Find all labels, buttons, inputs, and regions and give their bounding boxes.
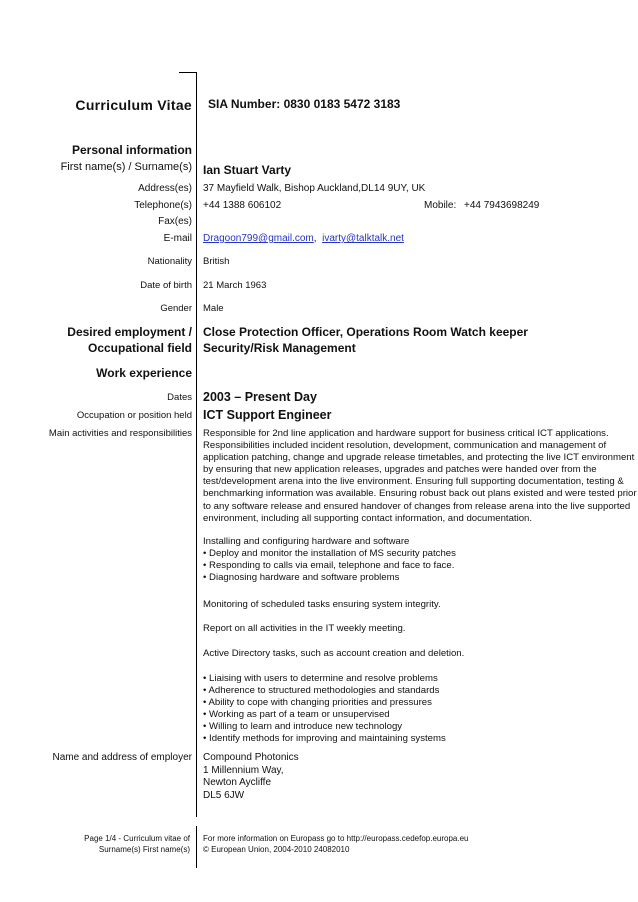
footer-divider xyxy=(196,826,197,868)
list-item: • Willing to learn and introduce new technology xyxy=(203,721,403,733)
list-item: • Deploy and monitor the installation of MS security patches xyxy=(203,548,456,560)
sia-number: SIA Number: 0830 0183 5472 3183 xyxy=(208,97,401,111)
list-item: • Working as part of a team or unsupervised xyxy=(203,709,390,721)
active-directory-line: Active Directory tasks, such as account creation and deletion. xyxy=(203,648,465,659)
email-separator: , xyxy=(313,233,317,244)
dates-label: Dates xyxy=(167,392,192,403)
full-name: Ian Stuart Varty xyxy=(203,163,292,177)
text-line: to any software release and ensured handover of changes from release arena into the live supported xyxy=(203,500,631,512)
desired-employment-value: Close Protection Officer, Operations Room Watch keeper xyxy=(203,325,528,339)
email-link-primary[interactable]: Dragoon799@gmail.com xyxy=(203,233,314,244)
list-item: • Adherence to structured methodologies and standards xyxy=(203,685,440,697)
monitoring-line: Monitoring of scheduled tasks ensuring system integrity. xyxy=(203,599,441,610)
occupational-field-value: Security/Risk Management xyxy=(203,341,356,355)
mobile-label: Mobile: xyxy=(424,200,457,211)
dates-value: 2003 – Present Day xyxy=(203,390,317,404)
list-item: • Ability to cope with changing priorities and pressures xyxy=(203,697,432,709)
nationality-label: Nationality xyxy=(147,256,192,267)
email-values xyxy=(203,233,404,244)
text-line: test/development arena into the live environment. Ensuring full supporting documentation, testing & xyxy=(203,476,624,488)
name-label: First name(s) / Surname(s) xyxy=(60,161,192,173)
employer-name: Compound Photonics xyxy=(203,752,299,763)
footer-copyright: © European Union, 2004-2010 24082010 xyxy=(203,845,350,854)
list-item: • Responding to calls via email, telephone and face to face. xyxy=(203,560,455,572)
list-item: • Liaising with users to determine and resolve problems xyxy=(203,673,438,684)
occupational-field-label: Occupational field xyxy=(87,341,192,355)
text-line: application patching, change and upgrade release timetables, and protecting the live ICT environment xyxy=(203,452,635,464)
header-rule xyxy=(179,72,197,73)
gender-label: Gender xyxy=(160,303,192,314)
hardware-software-list xyxy=(203,536,581,584)
fax-label: Fax(es) xyxy=(158,216,192,227)
gender-value: Male xyxy=(203,303,224,314)
footer-surname-info: Surname(s) First name(s) xyxy=(98,845,190,854)
responsibilities-paragraph xyxy=(203,428,637,525)
skills-list xyxy=(203,673,581,746)
column-divider xyxy=(196,72,197,817)
text-line: Newton Aycliffe xyxy=(203,777,272,788)
personal-info-heading: Personal information xyxy=(71,143,192,157)
list-item: • Diagnosing hardware and software problems xyxy=(203,572,400,584)
text-line: Installing and configuring hardware and software xyxy=(203,536,410,547)
text-line: DL5 6JW xyxy=(203,789,245,801)
footer-page-info: Page 1/4 - Curriculum vitae of xyxy=(84,834,190,843)
telephone-value: +44 1388 606102 xyxy=(203,200,282,211)
report-line: Report on all activities in the IT weekly meeting. xyxy=(203,623,406,634)
email-label: E-mail xyxy=(163,233,192,244)
activities-label: Main activities and responsibilities xyxy=(48,428,192,439)
text-line: Responsibilities included incident resolution, development, communication and management of xyxy=(203,440,607,452)
work-experience-heading: Work experience xyxy=(96,366,192,380)
text-line: Responsible for 2nd line application and hardware support for business critical ICT applications. xyxy=(203,428,609,439)
occupation-value: ICT Support Engineer xyxy=(203,408,332,422)
list-item: • Identify methods for improving and maintaining systems xyxy=(203,733,446,745)
dob-value: 21 March 1963 xyxy=(203,280,267,291)
address-value: 37 Mayfield Walk, Bishop Auckland,DL14 9UY, UK xyxy=(203,183,426,194)
text-line: 1 Millennium Way, xyxy=(203,764,284,776)
text-line: environment, including all supporting contact information, and documentation. xyxy=(203,512,533,524)
mobile-value: +44 7943698249 xyxy=(464,200,540,211)
employer-label: Name and address of employer xyxy=(52,752,192,763)
nationality-value: British xyxy=(203,256,230,267)
occupation-label: Occupation or position held xyxy=(76,410,192,421)
text-line: benchmarking information was available. Ensuring robust back out plans existed and were tested prior xyxy=(203,488,637,500)
telephone-label: Telephone(s) xyxy=(134,200,192,211)
cv-title: Curriculum Vitae xyxy=(75,97,192,113)
text-line: by ensuring that new application releases, upgrades and patches were handed over from the xyxy=(203,464,597,476)
dob-label: Date of birth xyxy=(140,280,192,291)
email-link-secondary[interactable]: ivarty@talktalk.net xyxy=(322,233,404,244)
employer-address xyxy=(203,752,581,802)
footer-europass-info: For more information on Europass go to http://europass.cedefop.europa.eu xyxy=(203,834,469,843)
desired-employment-label: Desired employment / xyxy=(67,325,192,339)
address-label: Address(es) xyxy=(138,183,192,194)
